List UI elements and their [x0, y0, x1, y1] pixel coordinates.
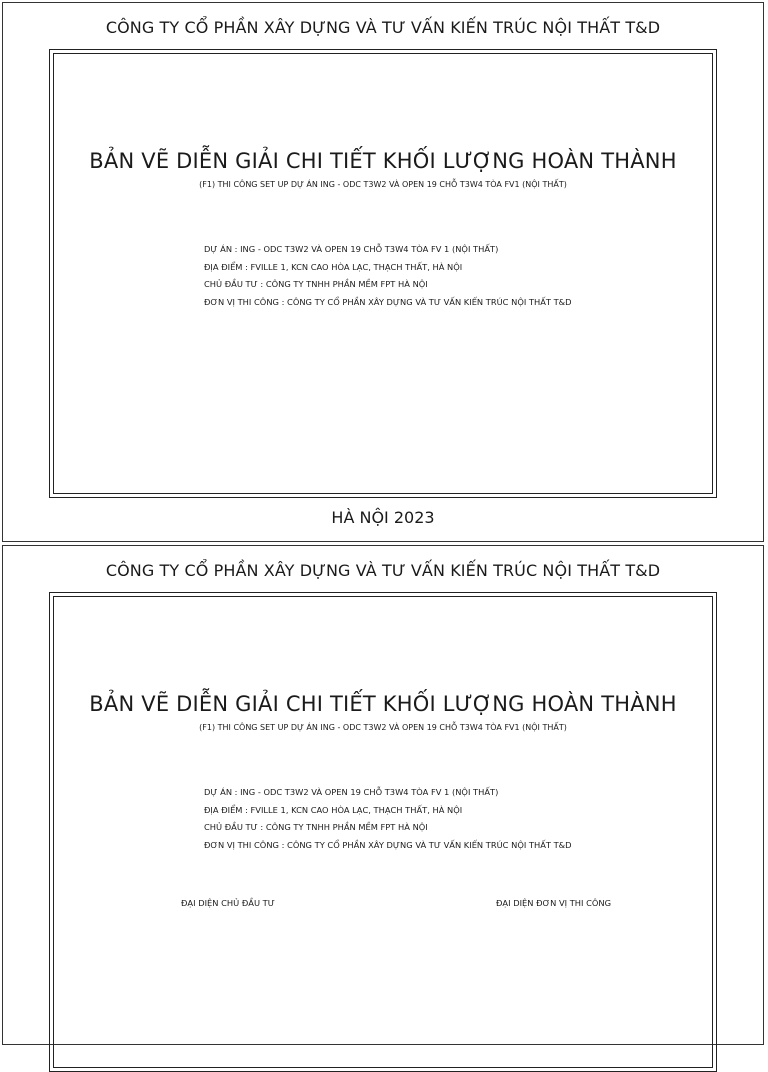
investor-line: CHỦ ĐẦU TƯ : CÔNG TY TNHH PHẦN MỀM FPT HÀ NỘI	[204, 279, 428, 290]
drawing-frame-inner	[53, 53, 713, 494]
location-line: ĐỊA ĐIỂM : FVILLE 1, KCN CAO HÒA LẠC, THẠCH THẤT, HÀ NỘI	[204, 261, 463, 272]
document-subtitle: (F1) THI CÔNG SET UP DỰ ÁN ING - ODC T3W2 VÀ OPEN 19 CHỖ T3W4 TÒA FV1 (NỘI THẤT)	[199, 180, 567, 189]
location-line: ĐỊA ĐIỂM : FVILLE 1, KCN CAO HÒA LẠC, THẠCH THẤT, HÀ NỘI	[204, 804, 463, 815]
project-info	[204, 784, 572, 855]
drawing-frame	[49, 49, 717, 498]
project-name-line: DỰ ÁN : ING - ODC T3W2 VÀ OPEN 19 CHỖ T3W4 TÒA FV 1 (NỘI THẤT)	[204, 787, 499, 797]
contractor-signature-label: ĐẠI DIỆN ĐƠN VỊ THI CÔNG	[496, 898, 612, 908]
owner-signature-label: ĐẠI DIỆN CHỦ ĐẦU TƯ	[181, 898, 275, 908]
cover-sheet-2	[2, 545, 764, 1045]
contractor-line: ĐƠN VỊ THI CÔNG : CÔNG TY CỔ PHẦN XÂY DỰNG VÀ TƯ VẤN KIẾN TRÚC NỘI THẤT T&D	[204, 297, 572, 308]
place-date: HÀ NỘI 2023	[331, 508, 435, 527]
project-info	[204, 241, 572, 312]
company-name: CÔNG TY CỔ PHẦN XÂY DỰNG VÀ TƯ VẤN KIẾN TRÚC NỘI THẤT T&D	[105, 18, 661, 37]
project-name-line: DỰ ÁN : ING - ODC T3W2 VÀ OPEN 19 CHỖ T3W4 TÒA FV 1 (NỘI THẤT)	[204, 244, 499, 254]
drawing-frame-inner	[53, 596, 713, 1068]
document-subtitle: (F1) THI CÔNG SET UP DỰ ÁN ING - ODC T3W2 VÀ OPEN 19 CHỖ T3W4 TÒA FV1 (NỘI THẤT)	[199, 723, 567, 732]
document-title: BẢN VẼ DIỄN GIẢI CHI TIẾT KHỐI LƯỢNG HOÀN THÀNH	[89, 692, 677, 716]
investor-line: CHỦ ĐẦU TƯ : CÔNG TY TNHH PHẦN MỀM FPT HÀ NỘI	[204, 822, 428, 833]
document-title: BẢN VẼ DIỄN GIẢI CHI TIẾT KHỐI LƯỢNG HOÀN THÀNH	[89, 149, 677, 173]
drawing-frame	[49, 592, 717, 1072]
contractor-line: ĐƠN VỊ THI CÔNG : CÔNG TY CỔ PHẦN XÂY DỰNG VÀ TƯ VẤN KIẾN TRÚC NỘI THẤT T&D	[204, 840, 572, 851]
cover-sheet-1	[2, 2, 764, 542]
company-name: CÔNG TY CỔ PHẦN XÂY DỰNG VÀ TƯ VẤN KIẾN TRÚC NỘI THẤT T&D	[105, 561, 661, 580]
